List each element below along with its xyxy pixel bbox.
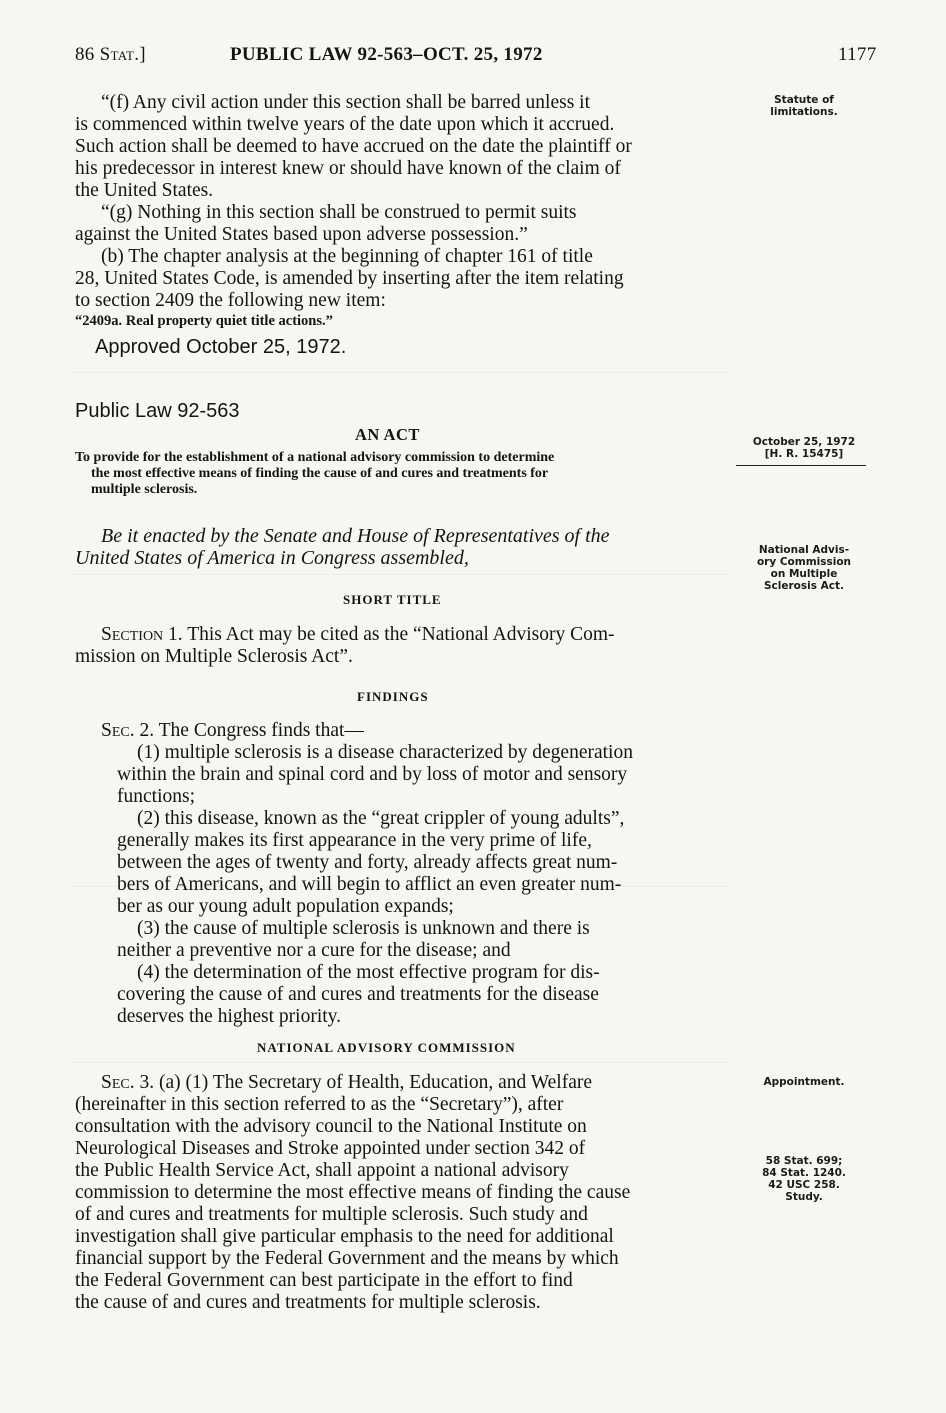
text-line: ber as our young adult population expands; bbox=[117, 896, 454, 917]
bleed-through-line bbox=[70, 574, 730, 575]
text-line: mission on Multiple Sclerosis Act”. bbox=[75, 646, 353, 667]
text-line: financial support by the Federal Government and the means by which bbox=[75, 1248, 619, 1269]
list-item bbox=[75, 962, 727, 1028]
text-line: covering the cause of and cures and treatments for the disease bbox=[117, 984, 599, 1005]
text-line: (3) the cause of multiple sclerosis is unknown and there is bbox=[137, 918, 590, 939]
text-line: “(g) Nothing in this section shall be construed to permit suits bbox=[101, 202, 577, 223]
margin-note-line: ory Commission bbox=[756, 556, 852, 568]
text-line: Such action shall be deemed to have accrued on the date the plaintiff or bbox=[75, 136, 632, 157]
text-line: deserves the highest priority. bbox=[117, 1006, 342, 1027]
an-act-heading: AN ACT bbox=[355, 425, 420, 444]
margin-note-line: Study. bbox=[785, 1191, 823, 1203]
section-f bbox=[75, 92, 727, 202]
section-g bbox=[75, 202, 727, 246]
margin-note-line: 42 USC 258. bbox=[768, 1179, 840, 1191]
text-line bbox=[75, 624, 727, 646]
approved-date: Approved October 25, 1972. bbox=[95, 336, 347, 358]
text-line: generally makes its first appearance in the very prime of life, bbox=[117, 830, 592, 851]
text-line bbox=[75, 720, 727, 742]
text-line: Neurological Diseases and Stroke appointed under section 342 of bbox=[75, 1138, 586, 1159]
enacting-clause bbox=[75, 525, 727, 569]
enacting-line: Be it enacted by the Senate and House of Representatives of the bbox=[101, 525, 610, 547]
bleed-through-line bbox=[70, 1062, 730, 1063]
section-3 bbox=[75, 1072, 727, 1314]
section-label: Section bbox=[101, 624, 164, 645]
text-line: between the ages of twenty and forty, already affects great num- bbox=[117, 852, 618, 873]
public-law-number: Public Law 92-563 bbox=[75, 400, 240, 422]
text-line: the Federal Government can best participate in the effort to find bbox=[75, 1270, 573, 1291]
section-2-intro: 2. The Congress finds that— bbox=[139, 720, 364, 741]
margin-note-line: 84 Stat. 1240. bbox=[762, 1167, 846, 1179]
margin-note-citations bbox=[734, 1155, 874, 1203]
text-line: against the United States based upon adverse possession.” bbox=[75, 224, 528, 245]
purpose-line: To provide for the establishment of a national advisory commission to determine bbox=[75, 450, 555, 465]
margin-note-appointment: Appointment. bbox=[763, 1076, 845, 1088]
text-line: (1) multiple sclerosis is a disease characterized by degeneration bbox=[137, 742, 633, 763]
margin-note-act-name bbox=[734, 544, 874, 592]
short-title-heading: SHORT TITLE bbox=[343, 592, 442, 607]
header-title: PUBLIC LAW 92-563–OCT. 25, 1972 bbox=[230, 44, 543, 65]
text-line: functions; bbox=[117, 786, 195, 807]
margin-note-line: on Multiple bbox=[770, 568, 838, 580]
margin-note-date bbox=[734, 436, 874, 460]
section-b bbox=[75, 246, 727, 312]
act-purpose bbox=[75, 450, 727, 498]
section-label: Sec. bbox=[101, 1072, 135, 1093]
margin-note-line: Statute of bbox=[774, 94, 834, 106]
text-line: his predecessor in interest knew or should have known of the claim of bbox=[75, 158, 621, 179]
list-item bbox=[75, 808, 727, 918]
text-line bbox=[75, 1072, 727, 1094]
findings-heading: FINDINGS bbox=[357, 689, 429, 704]
text-line: within the brain and spinal cord and by loss of motor and sensory bbox=[117, 764, 628, 785]
text-line: (hereinafter in this section referred to as the “Secretary”), after bbox=[75, 1094, 564, 1115]
section-1-text: 1. This Act may be cited as the “National Advisory Com- bbox=[168, 624, 615, 645]
margin-note-line: October 25, 1972 bbox=[752, 436, 856, 448]
margin-rule bbox=[736, 465, 866, 466]
purpose-line: the most effective means of finding the cause of and cures and treatments for bbox=[91, 466, 549, 481]
text-line: the cause of and cures and treatments for multiple sclerosis. bbox=[75, 1292, 541, 1313]
text-line: commission to determine the most effective means of finding the cause bbox=[75, 1182, 631, 1203]
text-line: neither a preventive nor a cure for the disease; and bbox=[117, 940, 511, 961]
commission-heading: NATIONAL ADVISORY COMMISSION bbox=[257, 1040, 516, 1055]
text-line: to section 2409 the following new item: bbox=[75, 290, 386, 311]
text-line: is commenced within twelve years of the date upon which it accrued. bbox=[75, 114, 615, 135]
text-line: investigation shall give particular emphasis to the need for additional bbox=[75, 1226, 614, 1247]
bleed-through-line bbox=[70, 372, 730, 373]
enacting-line: United States of America in Congress assembled, bbox=[75, 547, 469, 569]
text-line: (4) the determination of the most effective program for dis- bbox=[137, 962, 600, 983]
list-item bbox=[75, 918, 727, 962]
section-2 bbox=[75, 720, 727, 1028]
text-line: of and cures and treatments for multiple sclerosis. Such study and bbox=[75, 1204, 588, 1225]
margin-note-line: [H. R. 15475] bbox=[764, 448, 844, 460]
margin-note-line: National Advis- bbox=[758, 544, 850, 556]
purpose-line: multiple sclerosis. bbox=[91, 482, 198, 497]
header-page-number: 1177 bbox=[838, 44, 877, 65]
margin-note-line: 58 Stat. 699; bbox=[765, 1155, 843, 1167]
text-line: 28, United States Code, is amended by inserting after the item relating bbox=[75, 268, 624, 289]
text-line: (2) this disease, known as the “great crippler of young adults”, bbox=[137, 808, 625, 829]
text-line: the United States. bbox=[75, 180, 214, 201]
text-line: consultation with the advisory council to the National Institute on bbox=[75, 1116, 587, 1137]
text-line: the Public Health Service Act, shall appoint a national advisory bbox=[75, 1160, 569, 1181]
header-bracket: ] bbox=[139, 44, 146, 65]
header-volume bbox=[75, 44, 146, 66]
header-volume-label: Stat. bbox=[99, 44, 140, 65]
text-line: bers of Americans, and will begin to afflict an even greater num- bbox=[117, 874, 622, 895]
header-volume-number: 86 bbox=[75, 44, 95, 65]
section-3-first-line: 3. (a) (1) The Secretary of Health, Education, and Welfare bbox=[139, 1072, 593, 1093]
text-line: (b) The chapter analysis at the beginning of chapter 161 of title bbox=[101, 246, 593, 267]
new-item-2409a: “2409a. Real property quiet title actions.” bbox=[75, 313, 333, 329]
margin-note-statute bbox=[734, 94, 874, 118]
section-label: Sec. bbox=[101, 720, 135, 741]
list-item bbox=[75, 742, 727, 808]
margin-note-line: limitations. bbox=[770, 106, 838, 118]
text-line: “(f) Any civil action under this section shall be barred unless it bbox=[101, 92, 590, 113]
section-1 bbox=[75, 624, 727, 668]
margin-note-line: Sclerosis Act. bbox=[763, 580, 844, 592]
